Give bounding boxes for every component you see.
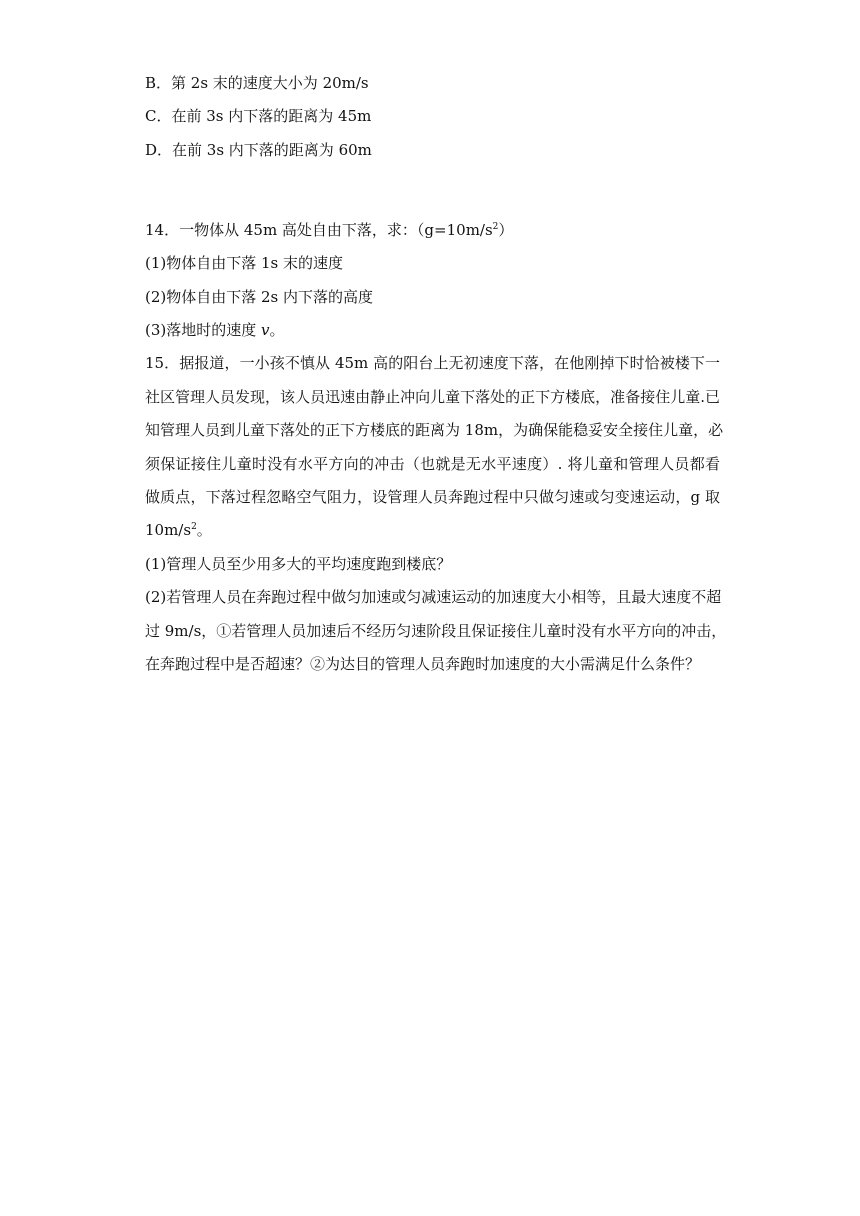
exponent: 2 xyxy=(191,522,197,532)
option-d: D．在前 3s 内下落的距离为 60m xyxy=(145,141,372,159)
question-14-stem xyxy=(145,220,720,240)
question-14-stem-text: 14．一物体从 45m 高处自由下落，求：（g=10m/s xyxy=(145,221,493,239)
question-15-line-2: 社区管理人员发现，该人员迅速由静止冲向儿童下落处的正下方楼底，准备接住儿童.已 xyxy=(145,388,720,406)
question-15-line-6 xyxy=(145,520,720,540)
question-14-part-3-text: (3)落地时的速度 xyxy=(145,321,262,339)
question-14-part-3-end: 。 xyxy=(269,321,285,339)
question-15-part-2-line-1: (2)若管理人员在奔跑过程中做匀加速或匀减速运动的加速度大小相等，且最大速度不超 xyxy=(145,588,722,606)
question-15-line-1: 15．据报道，一小孩不慎从 45m 高的阳台上无初速度下落，在他刚掉下时恰被楼下一 xyxy=(145,354,720,372)
question-15-part-1: (1)管理人员至少用多大的平均速度跑到楼底？ xyxy=(145,555,452,573)
question-15-line-6-text: 10m/s xyxy=(145,521,192,539)
question-15-line-4: 须保证接住儿童时没有水平方向的冲击（也就是无水平速度）. 将儿童和管理人员都看 xyxy=(145,455,720,473)
question-15-part-2-line-3: 在奔跑过程中是否超速？②为达目的管理人员奔跑时加速度的大小需满足什么条件？ xyxy=(145,655,701,673)
question-14-part-3 xyxy=(145,320,720,340)
question-14-part-1: (1)物体自由下落 1s 末的速度 xyxy=(145,254,344,272)
option-c: C．在前 3s 内下落的距离为 45m xyxy=(145,107,372,125)
velocity-variable: v xyxy=(261,321,270,339)
option-b: B．第 2s 末的速度大小为 20m/s xyxy=(145,74,369,92)
question-15-part-2-line-2: 过 9m/s，①若管理人员加速后不经历匀速阶段且保证接住儿童时没有水平方向的冲击， xyxy=(145,622,727,640)
question-14-part-2: (2)物体自由下落 2s 内下落的高度 xyxy=(145,288,374,306)
exponent: 2 xyxy=(492,222,499,232)
question-14-stem-end: ） xyxy=(498,221,514,239)
question-15-line-3: 知管理人员到儿童下落处的正下方楼底的距离为 18m，为确保能稳妥安全接住儿童，必 xyxy=(145,421,724,439)
question-15-line-6-end: 。 xyxy=(196,521,212,539)
question-15-line-5: 做质点，下落过程忽略空气阻力，设管理人员奔跑过程中只做匀速或匀变速运动，g 取 xyxy=(145,488,720,506)
